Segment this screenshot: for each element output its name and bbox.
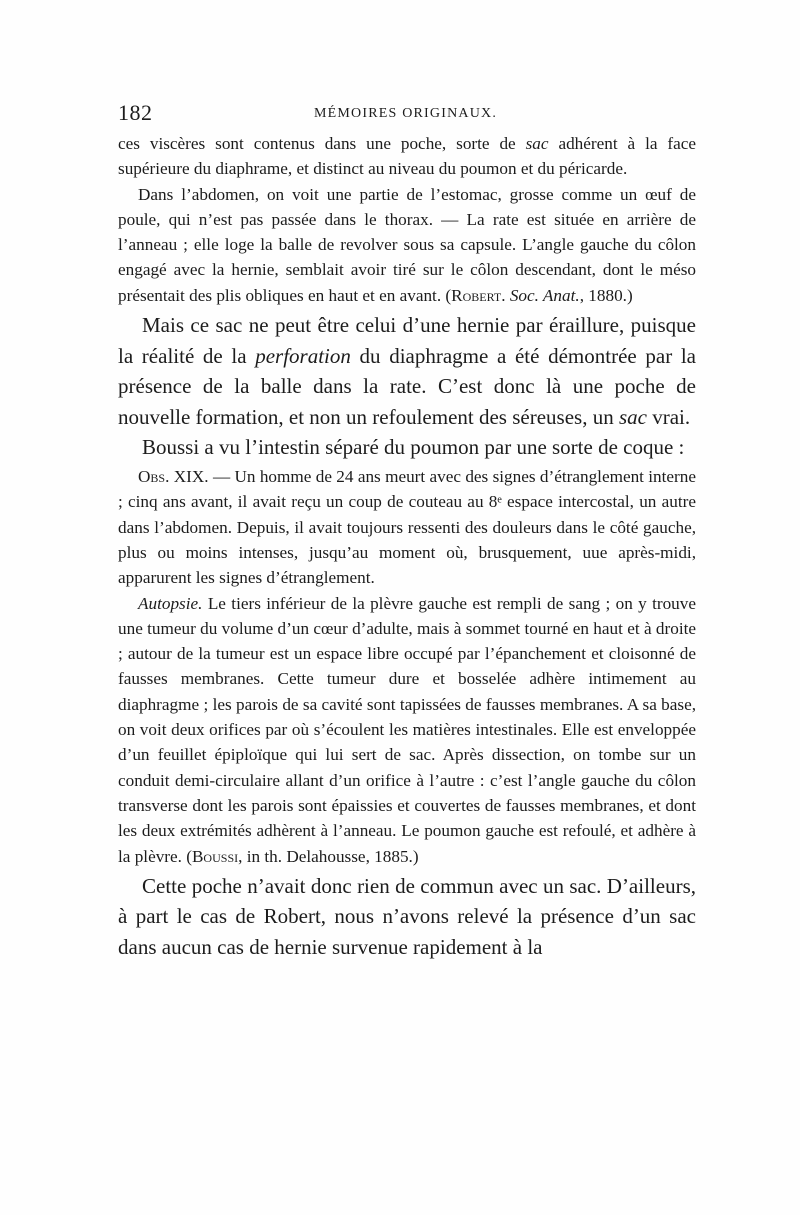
paragraph-4 — [118, 432, 696, 463]
paragraph-3-text-c: vrai. — [652, 404, 691, 429]
paragraph-3-emphasis-2: sac — [618, 404, 647, 429]
paragraph-3 — [118, 310, 696, 432]
body-text — [118, 131, 696, 963]
paragraph-7-text: Cette poche n’avait donc rien de commun avec un sac. D’ailleurs, à part le cas de Robert, nous n’avons relevé la présence d’un sac dans aucun cas de hernie survenue rapidement à la — [118, 873, 696, 959]
autopsy-author: Boussi — [191, 846, 239, 866]
autopsy-end: , in th. Delahousse, 1885.) — [238, 846, 419, 866]
page-header — [118, 100, 696, 124]
paragraph-2-end: , 1880.) — [579, 285, 633, 305]
paragraph-1-text-rest: adhérent à la face supérieure du diaphrame, et distinct au niveau du poumon et du péricarde. — [118, 134, 697, 179]
observation-label: Obs. — [138, 467, 170, 487]
autopsy-paragraph — [118, 591, 696, 869]
observation-paragraph — [118, 464, 696, 590]
paragraph-1 — [118, 131, 696, 182]
paragraph-2-ref: . — [501, 285, 506, 305]
paragraph-3-text-a: Mais ce sac ne peut être celui d’une hernie par éraillure, puisque la réalité de la — [118, 313, 696, 368]
paragraph-7 — [118, 871, 696, 963]
autopsy-text: Le tiers inférieur de la plèvre gauche est rempli de sang ; on y trouve une tumeur du volume d’un cœur d’adulte, mais à sommet tourné en haut et à droite ; autour de la tumeur est un espace libre occupé par l’épanchement et cloisonné de fausses membranes. Cette tumeur dure et bosselée adhère intimement au diaphragme ; les parois de sa cavité sont tapissées de fausses membranes. A sa base, on voit deux orifices par où s’écoulent les matières intestinales. Elle est enveloppée d’un feuillet épiploïque qui lui sert de sac. Après dissection, on tombe sur un conduit demi-circulaire allant d’un orifice à l’autre : c’est l’angle gauche du côlon transverse dont les parois sont épaissies et couvertes de fausses membranes, et dont les deux extrémités adhèrent à l’anneau. Le poumon gauche est refoulé, et adhère à la plèvre. ( — [118, 593, 696, 866]
page-number: 182 — [118, 100, 153, 125]
observation-text: XIX. — Un homme de 24 ans meurt avec des signes d’étranglement interne ; cinq ans avant, il avait reçu un coup de couteau au 8ᵉ espace intercostal, un autre dans l’abdomen. Depuis, il avait toujours ressenti des douleurs dans le côté gauche, plus ou moins intenses, jusqu’au moment où, brusquement, uue après-midi, apparurent les signes d’étranglement. — [118, 467, 697, 588]
autopsy-label: Autopsie. — [138, 593, 203, 613]
paragraph-2-text: Dans l’abdomen, on voit une partie de l’estomac, grosse comme un œuf de poule, qui n’est pas passée dans le thorax. — La rate est située en arrière de l’anneau ; elle loge la balle de revolver sous sa capsule. L’angle gauche du côlon engagé avec la hernie, semblait avoir tiré sur le côlon descendant, dont le méso présentait des plis obliques en haut et en avant. ( — [118, 184, 696, 305]
paragraph-3-emphasis: perforation — [255, 343, 351, 368]
paragraph-1-emphasis: sac — [525, 134, 549, 153]
paragraph-3-text-b: du diaphragme a été démontrée par la présence de la balle dans la rate. C’est donc là une poche de nouvelle formation, et non un refoulement des séreuses, un — [118, 343, 696, 429]
paragraph-2-author: Robert — [451, 285, 502, 305]
paragraph-2-journal: Soc. Anat. — [509, 285, 580, 305]
paragraph-2 — [118, 182, 696, 308]
paragraph-4-text: Boussi a vu l’intestin séparé du poumon par une sorte de coque : — [142, 435, 685, 460]
running-head: MÉMOIRES ORIGINAUX. — [314, 106, 498, 121]
paragraph-1-text: ces viscères sont contenus dans une poche, sorte de — [118, 134, 516, 153]
